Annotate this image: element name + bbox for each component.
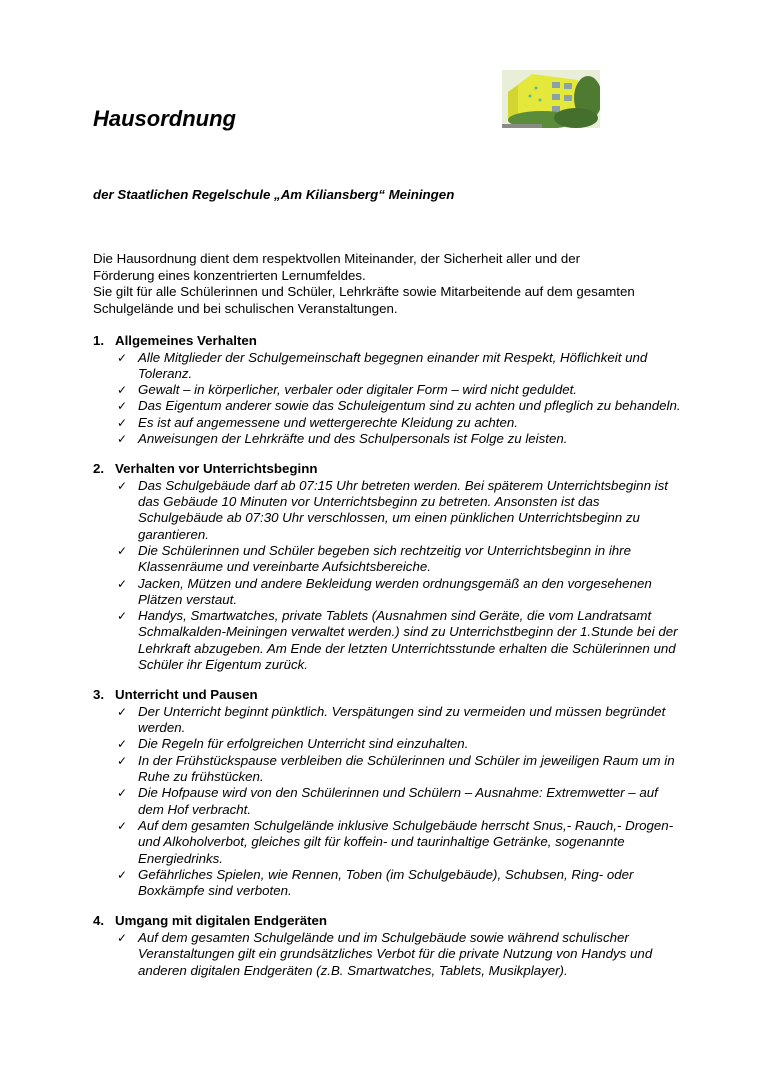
rule-text: Jacken, Mützen und andere Bekleidung werden ordnungsgemäß an den vorgesehenen Plätzen verstaut. xyxy=(138,575,652,607)
rule-item xyxy=(93,382,683,398)
rule-list xyxy=(93,704,683,900)
school-building-illustration xyxy=(502,70,600,128)
rule-text: Handys, Smartwatches, private Tablets (Ausnahmen sind Geräte, die vom Landratsamt Schmalkalden-Meiningen verwaltet werden.) sind zu Unterrichstbeginn der 1.Stunde bei der Lehrkraft abzugeben. Am Ende der letzten Unterrichtsstunde erhalten die Schülerinnen und Schüler ihr Eigentum zurück. xyxy=(138,608,678,673)
checkmark-icon: ✓ xyxy=(117,478,128,493)
section-title: Allgemeines Verhalten xyxy=(115,333,257,348)
checkmark-icon: ✓ xyxy=(117,704,128,719)
rule-item xyxy=(93,576,683,609)
checkmark-icon: ✓ xyxy=(117,431,128,446)
school-building-image xyxy=(502,70,600,128)
rule-item xyxy=(93,431,683,447)
intro-paragraph xyxy=(93,251,693,317)
rule-item xyxy=(93,478,683,543)
rule-text: Es ist auf angemessene und wettergerechte Kleidung zu achten. xyxy=(138,414,518,430)
rule-text: Anweisungen der Lehrkräfte und des Schulpersonals ist Folge zu leisten. xyxy=(138,430,568,446)
rule-item xyxy=(93,608,683,673)
section-number: 3. xyxy=(93,687,105,703)
checkmark-icon: ✓ xyxy=(117,576,128,591)
rule-list xyxy=(93,350,683,448)
rule-list xyxy=(93,478,683,674)
rule-text: Das Eigentum anderer sowie das Schuleigentum sind zu achten und pfleglich zu behandeln. xyxy=(138,398,681,414)
section-number: 2. xyxy=(93,461,105,477)
section-heading xyxy=(93,913,683,930)
rule-item xyxy=(93,867,683,900)
rule-text: Gefährliches Spielen, wie Rennen, Toben (im Schulgebäude), Schubsen, Ring- oder Boxkämpfe sind verboten. xyxy=(138,866,634,899)
section-title: Unterricht und Pausen xyxy=(115,687,258,703)
checkmark-icon: ✓ xyxy=(117,930,128,945)
section-heading xyxy=(93,461,683,478)
checkmark-icon: ✓ xyxy=(117,543,128,558)
section-title: Verhalten vor Unterrichtsbeginn xyxy=(115,461,318,477)
rule-text: Das Schulgebäude darf ab 07:15 Uhr betreten werden. Bei späterem Unterrichtsbeginn ist das Gebäude 10 Minuten vor Unterrichtsbeginn zu betreten. Ansonsten ist das Schulgebäude ab 07:30 Uhr verschlossen, um einen pünklichen Unterrichtsbeginn zu garantieren. xyxy=(138,477,668,542)
rule-item xyxy=(93,543,683,576)
checkmark-icon: ✓ xyxy=(117,609,128,624)
rule-list xyxy=(93,930,683,979)
section-number: 4. xyxy=(93,913,105,929)
checkmark-icon: ✓ xyxy=(117,753,128,768)
section-heading xyxy=(93,333,683,350)
rule-item xyxy=(93,818,683,867)
section-number: 1. xyxy=(93,333,105,348)
section-unterricht-und-pausen xyxy=(93,687,683,899)
rule-item xyxy=(93,736,683,752)
rule-item xyxy=(93,704,683,737)
section-umgang-mit-digitalen-endgeraeten xyxy=(93,913,683,978)
rules-sections xyxy=(93,333,683,993)
rule-text: Auf dem gesamten Schulgelände und im Schulgebäude sowie während schulischer Veranstaltungen gilt ein grundsätzliches Verbot für die private Nutzung von Handys und anderen digitalen Endgeräten (z.B. Smartwatches, Tablets, Musikplayer). xyxy=(138,929,653,978)
rule-item xyxy=(93,415,683,431)
checkmark-icon: ✓ xyxy=(117,818,128,833)
checkmark-icon: ✓ xyxy=(117,737,128,752)
rule-text: Alle Mitglieder der Schulgemeinschaft begegnen einander mit Respekt, Höflichkeit und Toleranz. xyxy=(138,349,648,381)
intro-line: Die Hausordnung dient dem respektvollen Miteinander, der Sicherheit aller und der xyxy=(93,251,581,266)
rule-item xyxy=(93,785,683,818)
rule-item xyxy=(93,930,683,979)
checkmark-icon: ✓ xyxy=(117,786,128,801)
section-allgemeines-verhalten xyxy=(93,333,683,447)
rule-text: Die Regeln für erfolgreichen Unterricht sind einzuhalten. xyxy=(138,736,469,752)
checkmark-icon: ✓ xyxy=(117,383,128,398)
rule-text: Die Schülerinnen und Schüler begeben sich rechtzeitig vor Unterrichtsbeginn in ihre Klassenräume und vereinbarte Aufsichtsbereiche. xyxy=(138,542,632,575)
rule-text: Gewalt – in körperlicher, verbaler oder digitaler Form – wird nicht geduldet. xyxy=(138,382,578,398)
rule-item xyxy=(93,753,683,786)
intro-line: Schulgelände und bei schulischen Veranstaltungen. xyxy=(93,300,398,316)
document-title: Hausordnung xyxy=(93,106,236,131)
rule-text: Die Hofpause wird von den Schülerinnen und Schülern – Ausnahme: Extremwetter – auf dem Hof verbracht. xyxy=(138,785,658,817)
rule-text: Auf dem gesamten Schulgelände inklusive Schulgebäude herrscht Snus,- Rauch,- Drogen- und Alkoholverbot, gleiches gilt für koffein- und taurinhaltige Getränke, sogenannte Energiedrinks. xyxy=(138,817,674,866)
rule-text: Der Unterricht beginnt pünktlich. Verspätungen sind zu vermeiden und müssen begründet werden. xyxy=(138,703,666,736)
checkmark-icon: ✓ xyxy=(117,399,128,414)
intro-line: Förderung eines konzentrierten Lernumfeldes. xyxy=(93,267,366,283)
section-title: Umgang mit digitalen Endgeräten xyxy=(115,913,328,929)
section-verhalten-vor-unterrichtsbeginn xyxy=(93,461,683,673)
intro-line: Sie gilt für alle Schülerinnen und Schüler, Lehrkräfte sowie Mitarbeitende auf dem gesamten xyxy=(93,284,635,299)
checkmark-icon: ✓ xyxy=(117,415,128,430)
rule-text: In der Frühstückspause verbleiben die Schülerinnen und Schüler im jeweiligen Raum um in Ruhe zu frühstücken. xyxy=(138,752,675,785)
rule-item xyxy=(93,398,683,414)
section-heading xyxy=(93,687,683,704)
rule-item xyxy=(93,350,683,383)
document-subtitle: der Staatlichen Regelschule „Am Kiliansberg“ Meiningen xyxy=(93,187,455,202)
checkmark-icon: ✓ xyxy=(117,867,128,882)
checkmark-icon: ✓ xyxy=(117,350,128,365)
